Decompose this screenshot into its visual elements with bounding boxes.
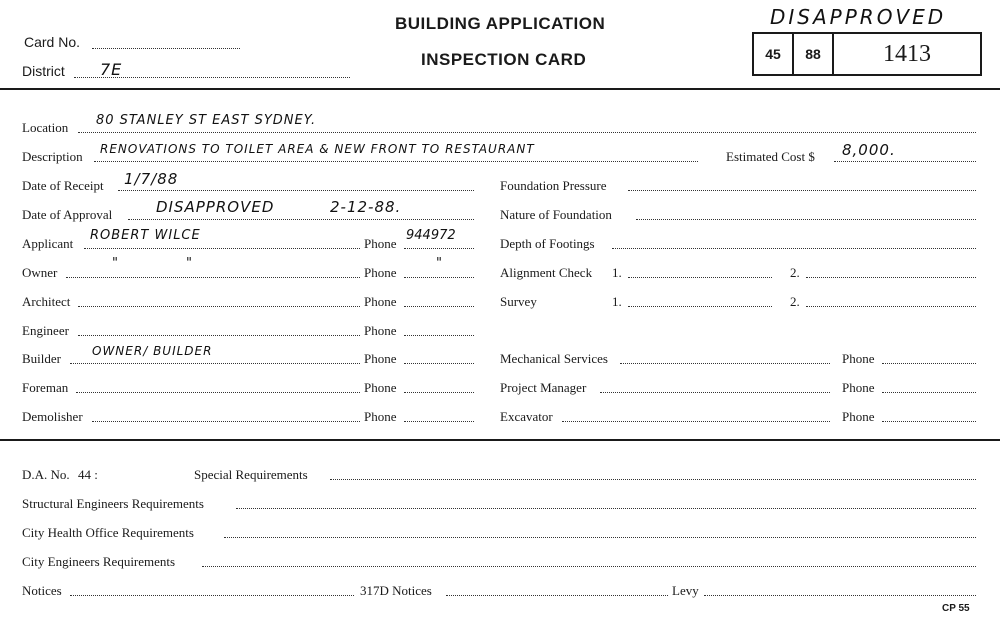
foundation-pressure-label: Foundation Pressure — [500, 178, 607, 193]
applicant-value: ROBERT WILCE — [90, 228, 201, 243]
owner-label: Owner — [22, 265, 58, 280]
date-receipt-field[interactable] — [118, 190, 474, 191]
survey-num-2: 2. — [790, 294, 800, 309]
builder-field[interactable] — [70, 363, 360, 364]
alignment-field-1[interactable] — [628, 277, 772, 278]
excavator-phone-label: Phone — [842, 409, 875, 424]
owner-phone-field[interactable] — [404, 277, 474, 278]
header-divider — [0, 88, 1000, 90]
alignment-num-2: 2. — [790, 265, 800, 280]
demolisher-field[interactable] — [92, 421, 360, 422]
engineer-phone-label: Phone — [364, 323, 397, 338]
notices-317d-field[interactable] — [446, 595, 668, 596]
owner-field[interactable] — [66, 277, 360, 278]
box-number: 1413 — [883, 40, 931, 67]
project-manager-field[interactable] — [600, 392, 830, 393]
mechanical-phone-label: Phone — [842, 351, 875, 366]
architect-label: Architect — [22, 294, 71, 309]
special-requirements-label: Special Requirements — [194, 467, 308, 482]
district-label: District — [22, 63, 65, 79]
estimated-cost-value: 8,000. — [842, 141, 896, 159]
demolisher-phone-field[interactable] — [404, 421, 474, 422]
alignment-field-2[interactable] — [806, 277, 976, 278]
date-approval-value: DISAPPROVED — [156, 198, 275, 216]
location-value: 80 STANLEY ST EAST SYDNEY. — [96, 113, 317, 128]
foreman-phone-label: Phone — [364, 380, 397, 395]
box-a: 45 — [754, 34, 794, 74]
survey-label: Survey — [500, 294, 537, 309]
excavator-label: Excavator — [500, 409, 553, 424]
project-manager-phone-label: Phone — [842, 380, 875, 395]
structural-requirements-field[interactable] — [236, 508, 976, 509]
description-value: RENOVATIONS TO TOILET AREA & NEW FRONT TO RESTAURANT — [100, 142, 535, 156]
project-manager-label: Project Manager — [500, 380, 587, 395]
city-engineers-requirements-label: City Engineers Requirements — [22, 554, 176, 569]
date-receipt-value: 1/7/88 — [124, 170, 179, 188]
location-label: Location — [22, 120, 69, 135]
demolisher-label: Demolisher — [22, 409, 83, 424]
builder-label: Builder — [22, 351, 61, 366]
foreman-field[interactable] — [76, 392, 360, 393]
card-no-field[interactable] — [92, 48, 240, 49]
date-approval-date: 2-12-88. — [330, 198, 402, 216]
applicant-field[interactable] — [84, 248, 360, 249]
da-no-label: D.A. No. — [22, 467, 70, 482]
foreman-label: Foreman — [22, 380, 69, 395]
builder-phone-label: Phone — [364, 351, 397, 366]
title-line2: INSPECTION CARD — [421, 50, 587, 69]
mechanical-phone-field[interactable] — [882, 363, 976, 364]
applicant-phone-field[interactable] — [404, 248, 474, 249]
notices-label: Notices — [22, 583, 62, 598]
engineer-field[interactable] — [78, 335, 360, 336]
notices-317d-label: 317D Notices — [360, 583, 432, 598]
survey-field-2[interactable] — [806, 306, 976, 307]
notices-field[interactable] — [70, 595, 354, 596]
card-no-label: Card No. — [24, 34, 81, 50]
excavator-field[interactable] — [562, 421, 830, 422]
card-number-box — [752, 32, 982, 76]
middle-divider — [0, 439, 1000, 441]
engineer-phone-field[interactable] — [404, 335, 474, 336]
engineer-label: Engineer — [22, 323, 69, 338]
applicant-label: Applicant — [22, 236, 74, 251]
da-no-value: 44 : — [78, 467, 98, 482]
owner-ditto-1: " — [112, 256, 119, 271]
builder-value: OWNER/ BUILDER — [92, 344, 213, 358]
owner-phone-ditto: " — [436, 256, 443, 271]
estimated-cost-label: Estimated Cost $ — [726, 149, 815, 164]
owner-phone-label: Phone — [364, 265, 397, 280]
special-requirements-field[interactable] — [330, 479, 976, 480]
health-requirements-label: City Health Office Requirements — [22, 525, 194, 540]
survey-field-1[interactable] — [628, 306, 772, 307]
title-line1: BUILDING APPLICATION — [395, 14, 606, 33]
builder-phone-field[interactable] — [404, 363, 474, 364]
alignment-num-1: 1. — [612, 265, 622, 280]
location-field[interactable] — [78, 132, 976, 133]
architect-field[interactable] — [78, 306, 360, 307]
district-value: 7E — [100, 60, 123, 79]
health-requirements-field[interactable] — [224, 537, 976, 538]
excavator-phone-field[interactable] — [882, 421, 976, 422]
box-b: 88 — [794, 34, 834, 74]
estimated-cost-field[interactable] — [834, 161, 976, 162]
levy-field[interactable] — [704, 595, 976, 596]
applicant-phone-label: Phone — [364, 236, 397, 251]
applicant-phone-value: 944972 — [406, 228, 456, 243]
depth-footings-field[interactable] — [612, 248, 976, 249]
architect-phone-label: Phone — [364, 294, 397, 309]
alignment-check-label: Alignment Check — [500, 265, 593, 280]
project-manager-phone-field[interactable] — [882, 392, 976, 393]
description-label: Description — [22, 149, 83, 164]
form-code: CP 55 — [942, 603, 970, 614]
mechanical-field[interactable] — [620, 363, 830, 364]
structural-requirements-label: Structural Engineers Requirements — [22, 496, 204, 511]
nature-foundation-label: Nature of Foundation — [500, 207, 612, 222]
mechanical-label: Mechanical Services — [500, 351, 608, 366]
description-field[interactable] — [94, 161, 698, 162]
survey-num-1: 1. — [612, 294, 622, 309]
foreman-phone-field[interactable] — [404, 392, 474, 393]
date-approval-field[interactable] — [128, 219, 474, 220]
depth-footings-label: Depth of Footings — [500, 236, 595, 251]
foundation-pressure-field[interactable] — [628, 190, 976, 191]
nature-foundation-field[interactable] — [636, 219, 976, 220]
demolisher-phone-label: Phone — [364, 409, 397, 424]
date-receipt-label: Date of Receipt — [22, 178, 104, 193]
date-approval-label: Date of Approval — [22, 207, 113, 222]
levy-label: Levy — [672, 583, 699, 598]
architect-phone-field[interactable] — [404, 306, 474, 307]
disapproved-stamp: DISAPPROVED — [770, 5, 947, 29]
owner-ditto-2: " — [186, 256, 193, 271]
city-engineers-requirements-field[interactable] — [202, 566, 976, 567]
